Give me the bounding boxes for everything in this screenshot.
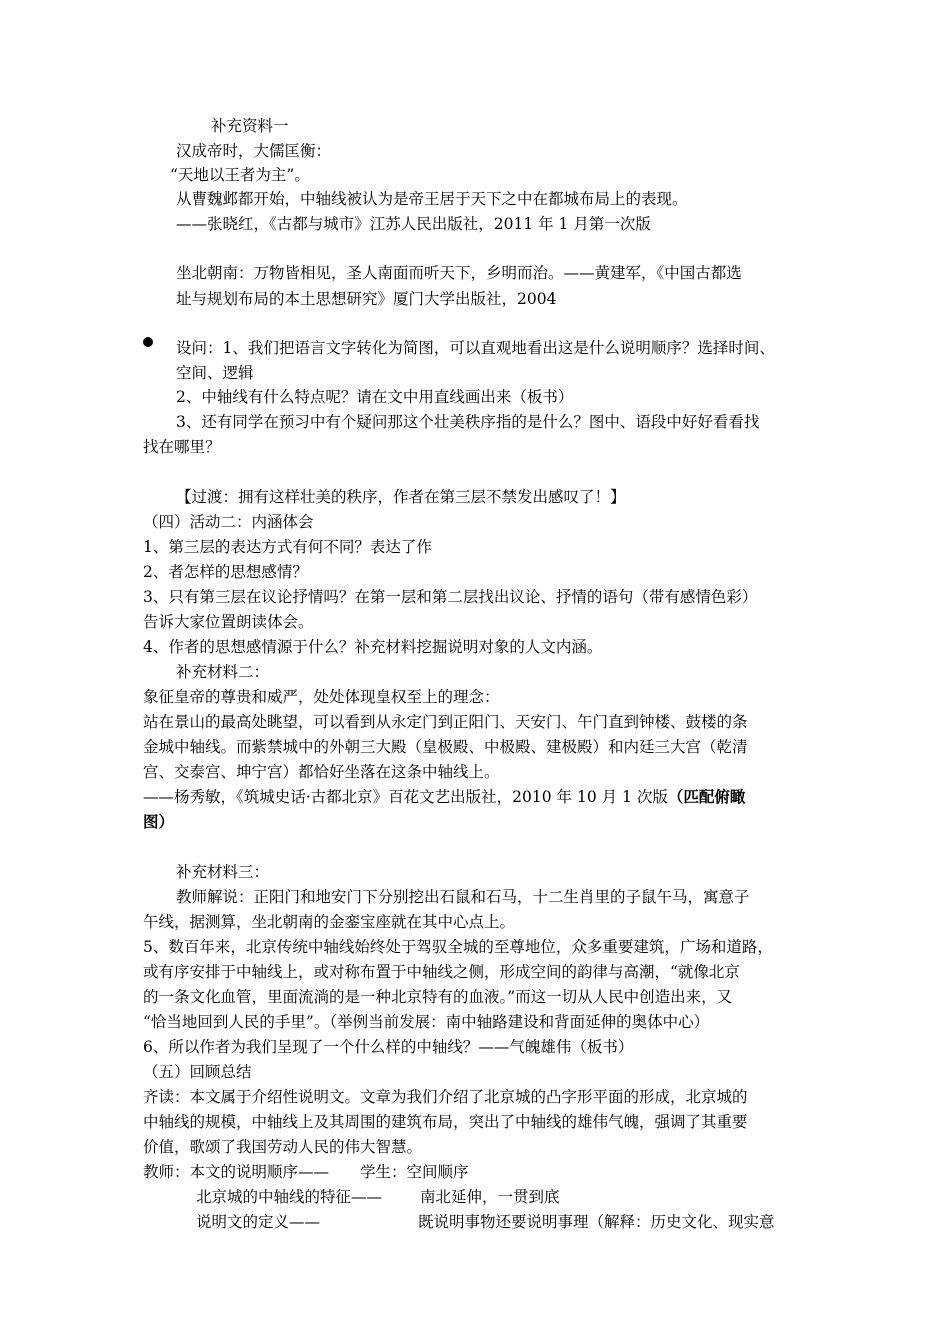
transition-line: 【过渡：拥有这样壮美的秩序，作者在第三层不禁发出感叹了！】 [176, 488, 626, 506]
text-line: 齐读：本文属于介绍性说明文。文章为我们介绍了北京城的凸字形平面的形成，北京城的 [143, 1088, 748, 1106]
text-line: 中轴线的规模，中轴线上及其周围的建筑布局，突出了中轴线的雄伟气魄，强调了其重要 [143, 1113, 748, 1131]
list-item: 告诉大家位置朗读体会。 [143, 613, 314, 631]
list-item: 5、数百年来，北京传统中轴线始终处于驾驭全城的至尊地位，众多重要建筑，广场和道路， [143, 938, 773, 956]
summary-row-value: 南北延伸，一贯到底 [420, 1188, 560, 1206]
text-line: 午线，据测算，坐北朝南的金銮宝座就在其中心点上。 [143, 913, 516, 931]
bullet-icon [143, 337, 153, 347]
summary-row-label: 北京城的中轴线的特征—— [196, 1188, 383, 1206]
citation-line [143, 787, 745, 807]
text-line: 或有序安排于中轴线上，或对称布置于中轴线之侧，形成空间的韵律与高潮，“就像北京 [143, 963, 740, 981]
summary-row-label: 说明文的定义—— [196, 1213, 321, 1231]
text-line: 汉成帝时，大儒匡衡： [176, 142, 332, 160]
text-line: 价值，歌颂了我国劳动人民的伟大智慧。 [143, 1138, 423, 1156]
question-line: 3、还有同学在预习中有个疑问那这个壮美秩序指的是什么？图中、语段中好好看看找 [176, 413, 760, 431]
bold-note: （匹配俯瞰 [667, 787, 746, 806]
quote-line: “天地以王者为主”。 [170, 166, 310, 184]
text-line: 的一条文化血管，里面流淌的是一种北京特有的血液。”而这一切从人民中创造出来，又 [143, 988, 733, 1006]
heading-supplement-1: 补充资料一 [211, 117, 289, 135]
question-line: 2、中轴线有什么特点呢？请在文中用直线画出来（板书） [176, 388, 574, 406]
text-line: 站在景山的最高处眺望，可以看到从永定门到正阳门、天安门、午门直到钟楼、鼓楼的条 [143, 713, 748, 731]
bold-note: 图） [143, 812, 175, 831]
text-line: “恰当地回到人民的手里”。（举例当前发展：南中轴路建设和背面延伸的奥体中心） [143, 1013, 710, 1031]
question-line: 找在哪里？ [143, 438, 221, 456]
text-line: 教师解说：正阳门和地安门下分别挖出石鼠和石马，十二生肖里的子鼠午马，寓意子 [176, 888, 750, 906]
list-item: 2、者怎样的思想感情？ [143, 563, 308, 581]
list-item: 6、所以作者为我们呈现了一个什么样的中轴线？——气魄雄伟（板书） [143, 1038, 634, 1056]
text-line: 金城中轴线。而紫禁城中的外朝三大殿（皇极殿、中极殿、建极殿）和内廷三大宫（乾清 [143, 738, 748, 756]
question-line: 设问：1、我们把语言文字转化为简图，可以直观地看出这是什么说明顺序？选择时间、 [176, 339, 775, 357]
text-line: 坐北朝南：万物皆相见，圣人南面而听天下，乡明而治。——黄建军，《中国古都选 [176, 264, 742, 282]
section-heading: （五）回顾总结 [143, 1063, 252, 1081]
list-item: 4、作者的思想感情源于什么？补充材料挖掘说明对象的人文内涵。 [143, 638, 603, 656]
heading-supplement-2: 补充材料二： [176, 663, 270, 681]
text-line: 象征皇帝的尊贵和威严，处处体现皇权至上的理念： [143, 688, 500, 706]
list-item: 1、第三层的表达方式有何不同？表达了作 [143, 538, 432, 556]
summary-row-value: 既说明事物还要说明事理（解释：历史文化、现实意 [418, 1213, 775, 1231]
list-item: 3、只有第三层在议论抒情吗？在第一层和第二层找出议论、抒情的语句（带有感情色彩） [143, 588, 758, 606]
citation-line: 址与规划布局的本土思想研究》厦门大学出版社，2004 [176, 290, 557, 308]
text-line: 从曹魏邺都开始，中轴线被认为是帝王居于天下之中在都城布局上的表现。 [176, 190, 688, 208]
text-line: 宫、交泰宫、坤宁宫）都恰好坐落在这条中轴线上。 [143, 763, 500, 781]
citation-line: ——张晓红，《古都与城市》江苏人民出版社，2011 年 1 月第一次版 [176, 215, 651, 233]
citation-text: ——杨秀敏，《筑城史话·古都北京》百花文艺出版社，2010 年 10 月 1 次版 [143, 788, 668, 806]
heading-supplement-3: 补充材料三： [176, 863, 270, 881]
summary-row-label: 教师：本文的说明顺序—— [143, 1163, 330, 1181]
summary-row-value: 学生：空间顺序 [360, 1163, 469, 1181]
question-line: 空间、逻辑 [176, 364, 254, 382]
section-heading: （四）活动二：内涵体会 [143, 513, 314, 531]
